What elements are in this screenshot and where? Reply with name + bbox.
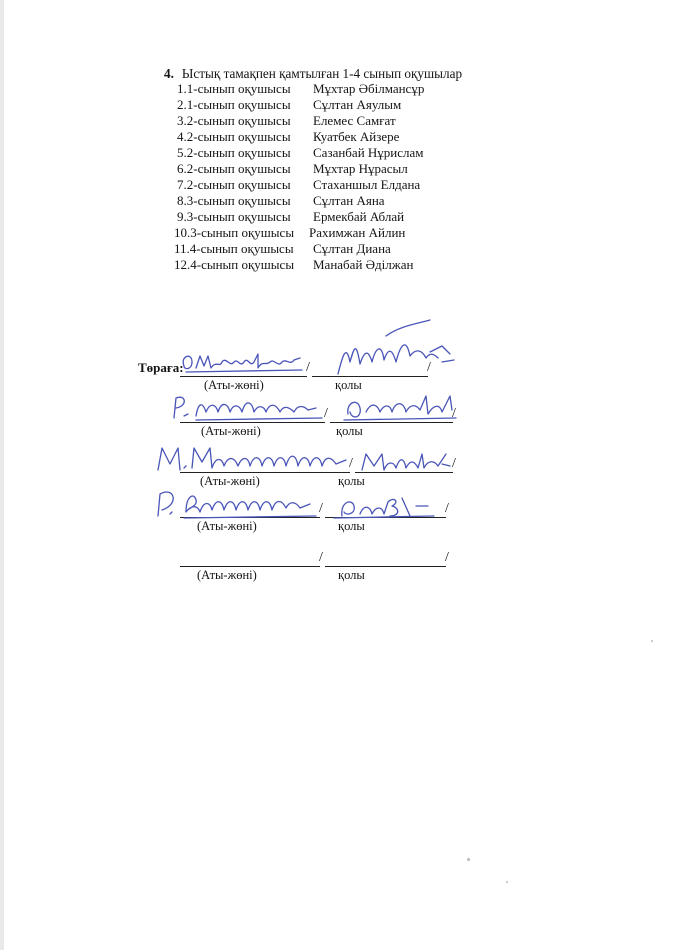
student-name: Сұлтан Диана: [313, 241, 391, 256]
separator: /: [319, 501, 323, 516]
handwritten-name-2: [166, 392, 326, 424]
scan-speck: [506, 881, 508, 883]
handwritten-signature-1: [330, 318, 460, 380]
handwritten-signature-4: [330, 492, 440, 522]
scan-speck: [467, 858, 470, 861]
scan-left-edge: [0, 0, 4, 950]
name-caption: (Аты-жөні): [197, 568, 257, 582]
handwritten-signature-3: [356, 446, 456, 476]
student-name: Сазанбай Нұрислам: [313, 145, 424, 160]
sign-caption: қолы: [338, 474, 365, 488]
student-class: 7.2-сынып оқушысы: [177, 177, 291, 192]
name-caption: (Аты-жөні): [200, 474, 260, 488]
student-class: 2.1-сынып оқушысы: [177, 97, 291, 112]
separator: /: [452, 406, 456, 421]
scan-speck: [651, 640, 653, 642]
student-class: 3.2-сынып оқушысы: [177, 113, 291, 128]
student-class: 4.2-сынып оқушысы: [177, 129, 291, 144]
separator: /: [324, 406, 328, 421]
student-name: Рахимжан Айлин: [309, 225, 406, 240]
name-caption: (Аты-жөні): [197, 519, 257, 533]
student-name: Ермекбай Аблай: [313, 209, 405, 224]
separator: /: [445, 501, 449, 516]
sign-caption: қолы: [338, 568, 365, 582]
separator: /: [452, 456, 456, 471]
student-name: Сұлтан Аяна: [313, 193, 385, 208]
student-name: Мұхтар Нұрасыл: [313, 161, 408, 176]
separator: /: [319, 550, 323, 565]
handwritten-name-3: [150, 440, 358, 474]
handwritten-name-4: [150, 484, 322, 520]
separator: /: [349, 456, 353, 471]
separator: /: [427, 360, 431, 375]
name-line: [180, 566, 320, 567]
student-name: Стаханшыл Елдана: [313, 177, 421, 192]
handwritten-name-1: [178, 348, 308, 378]
student-class: 8.3-сынып оқушысы: [177, 193, 291, 208]
name-caption: (Аты-жөні): [201, 424, 261, 438]
handwritten-signature-2: [338, 390, 462, 426]
student-class: 12.4-сынып оқушысы: [174, 257, 295, 272]
section-heading: [164, 66, 462, 82]
student-class: 1.1-сынып оқушысы: [177, 81, 291, 96]
chair-label: Төраға:: [138, 360, 184, 375]
student-name: Манабай Әділжан: [313, 257, 414, 272]
name-caption: (Аты-жөні): [204, 378, 264, 392]
student-class: 6.2-сынып оқушысы: [177, 161, 291, 176]
sign-caption: қолы: [338, 519, 365, 533]
sign-caption: қолы: [336, 424, 363, 438]
section-number: 4.: [164, 66, 174, 81]
student-class: 11.4-сынып оқушысы: [174, 241, 294, 256]
section-title: Ыстық тамақпен қамтылған 1-4 сынып оқушылар: [181, 66, 463, 81]
separator: /: [306, 360, 310, 375]
sign-line: [325, 566, 446, 567]
student-class: 9.3-сынып оқушысы: [177, 209, 291, 224]
student-class: 10.3-сынып оқушысы: [174, 225, 295, 240]
student-name: Мұхтар Әбілмансұр: [313, 81, 425, 96]
student-name: Куатбек Айзере: [313, 129, 400, 144]
separator: /: [445, 550, 449, 565]
student-class: 5.2-сынып оқушысы: [177, 145, 291, 160]
student-name: Сұлтан Аяулым: [313, 97, 402, 112]
sign-caption: қолы: [335, 378, 362, 392]
student-name: Елемес Самғат: [313, 113, 396, 128]
